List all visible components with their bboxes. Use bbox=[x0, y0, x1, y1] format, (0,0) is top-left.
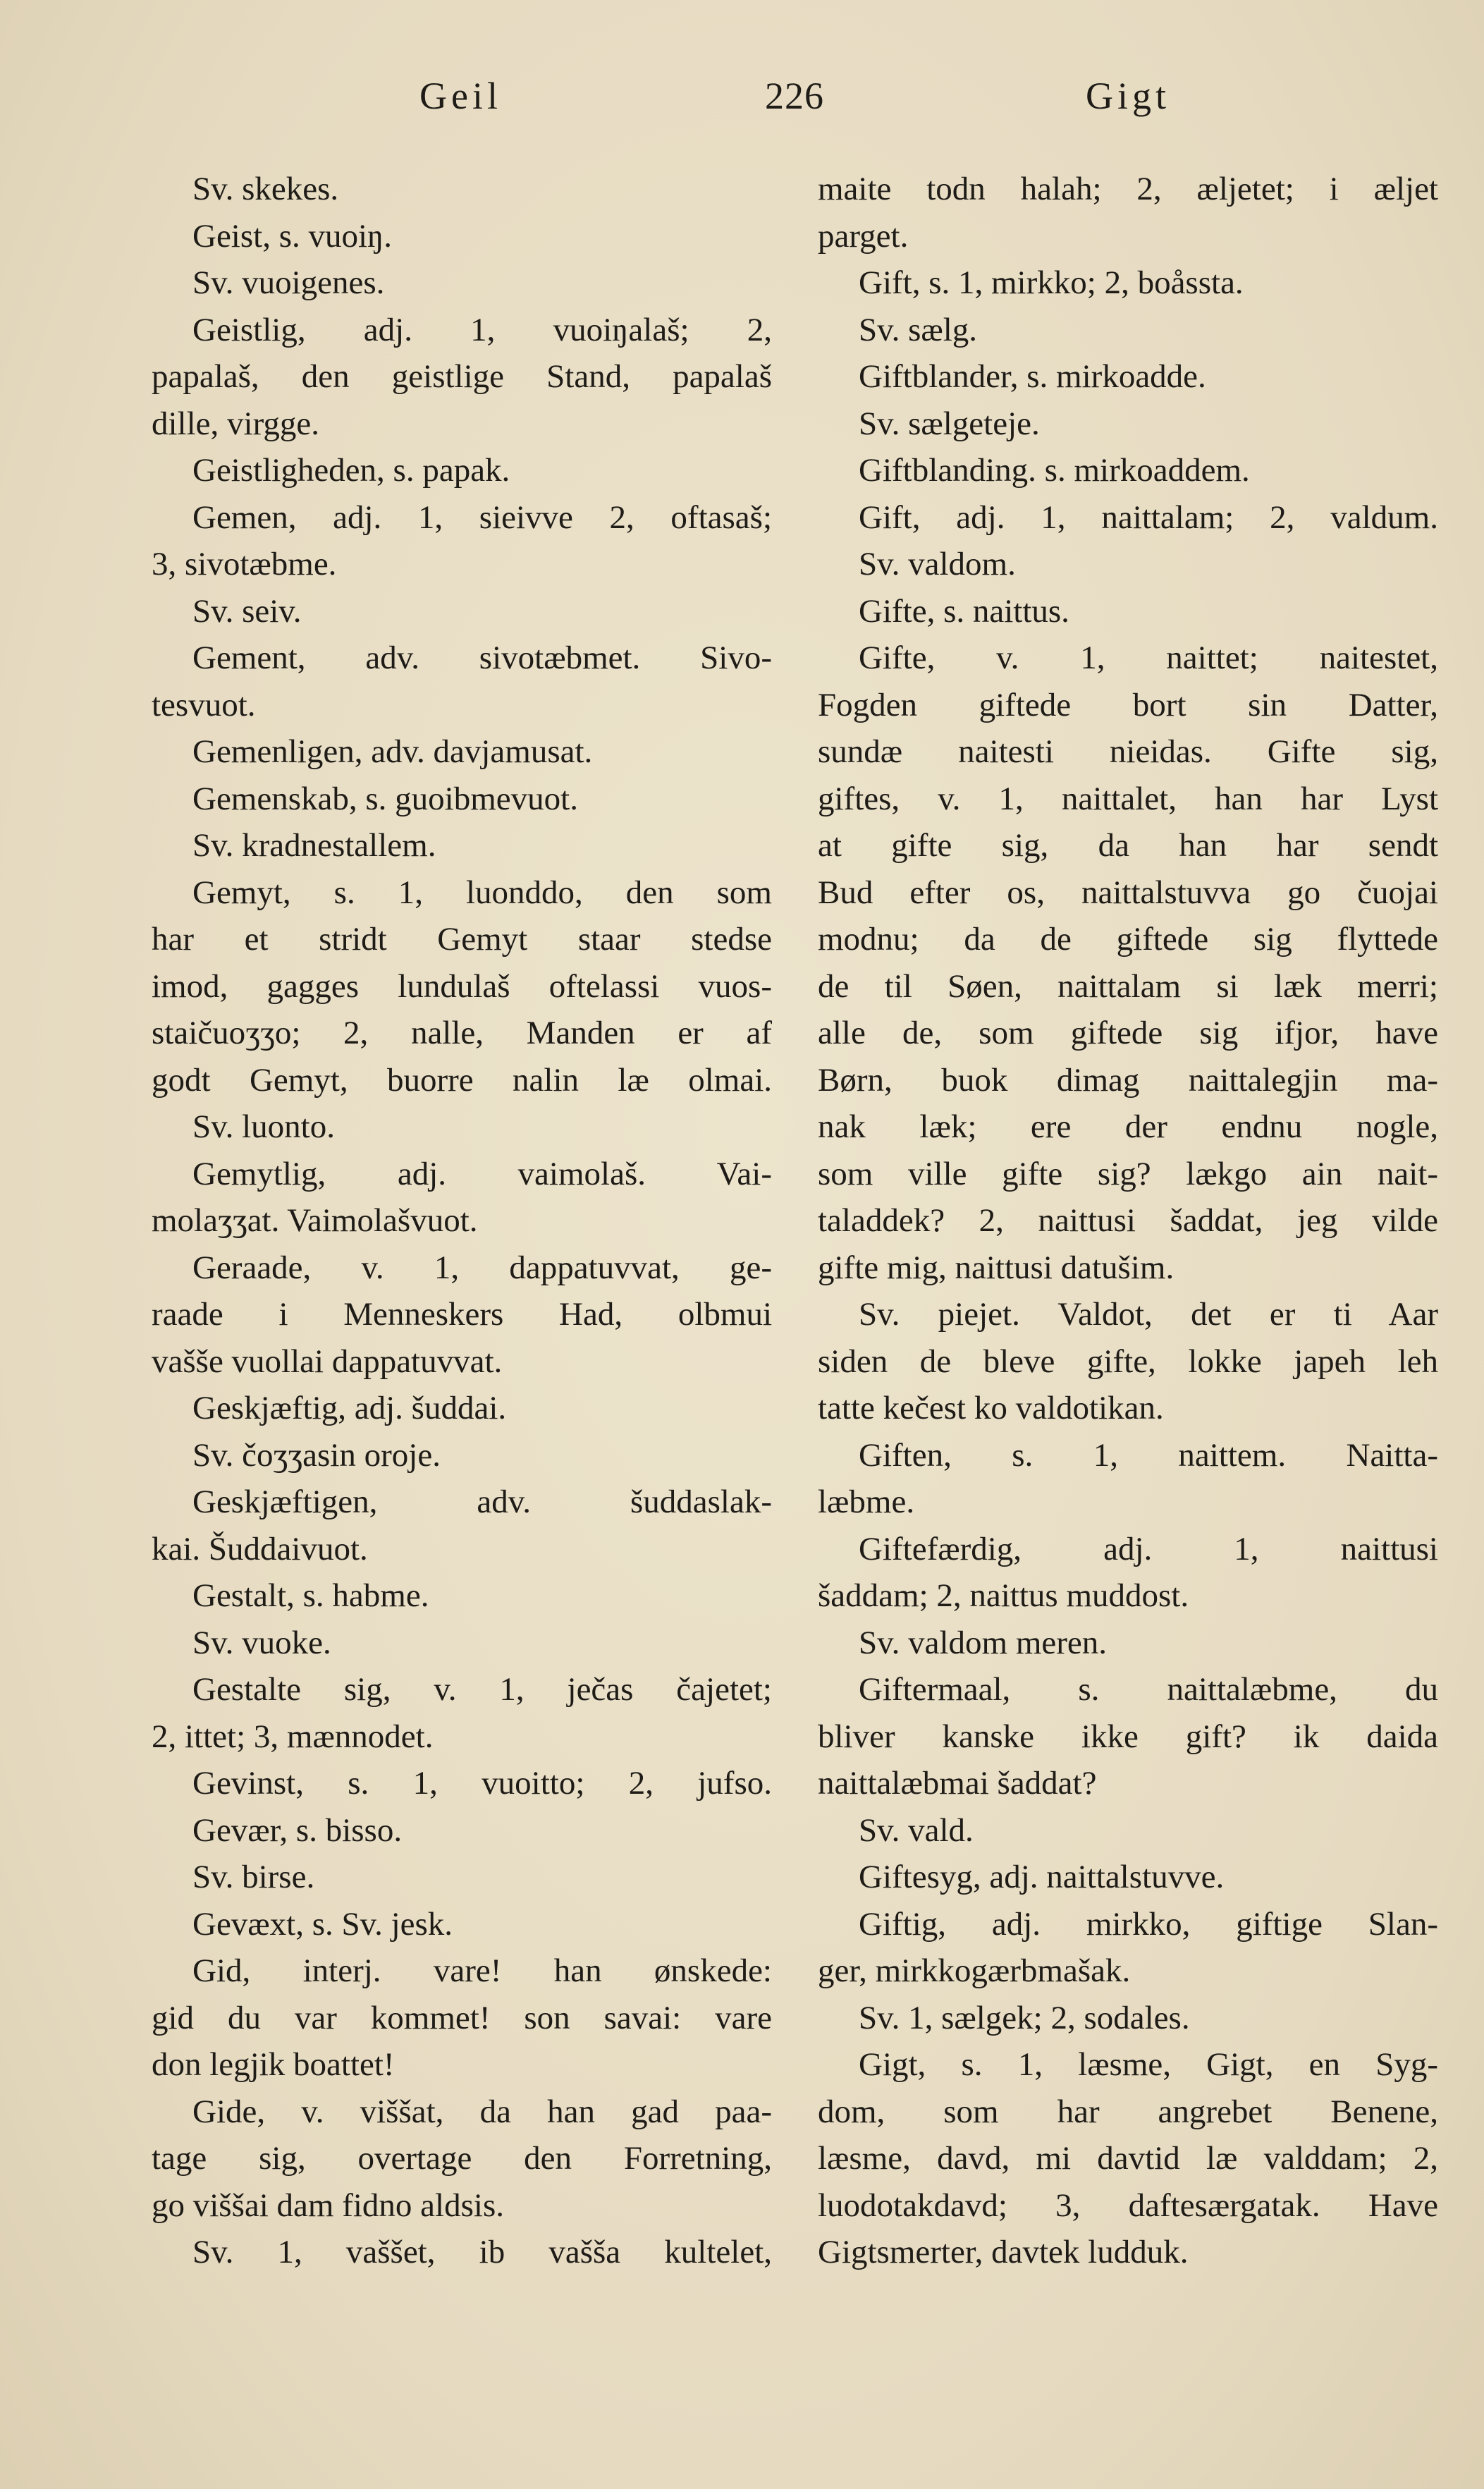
dictionary-line: godt Gemyt, buorre nalin læ olmai. bbox=[152, 1061, 772, 1099]
dictionary-line: Sv. seiv. bbox=[192, 592, 302, 630]
dictionary-line: de til Søen, naittalam si læk merri; bbox=[818, 967, 1438, 1005]
header-left-word: Geil bbox=[419, 75, 502, 117]
dictionary-line: læbme. bbox=[818, 1484, 915, 1520]
dictionary-line: ger, mirkkogærbmašak. bbox=[818, 1952, 1131, 1989]
dictionary-line: Gemytlig, adj. vaimolaš. Vai- bbox=[192, 1155, 772, 1192]
dictionary-line: Sv. luonto. bbox=[192, 1108, 335, 1145]
dictionary-line: Gift, adj. 1, naittalam; 2, valdum. bbox=[859, 499, 1438, 536]
dictionary-line: Sv. vald. bbox=[859, 1811, 974, 1849]
right-column bbox=[818, 166, 1438, 2276]
dictionary-line: har et stridt Gemyt staar stedse bbox=[152, 921, 772, 958]
dictionary-line: Gestalte sig, v. 1, ječas čajetet; bbox=[192, 1671, 772, 1708]
dictionary-line: Geist, s. vuoiŋ. bbox=[192, 217, 393, 255]
dictionary-line: Fogden giftede bort sin Datter, bbox=[818, 686, 1438, 723]
dictionary-line: Gift, s. 1, mirkko; 2, boåssta. bbox=[859, 264, 1244, 301]
dictionary-line: Gemen, adj. 1, sieivve 2, oftasaš; bbox=[192, 499, 772, 536]
dictionary-line: Gid, interj. vare! han ønskede: bbox=[192, 1952, 772, 1989]
dictionary-line: nak læk; ere der endnu nogle, bbox=[818, 1108, 1438, 1145]
dictionary-line: Gevæxt, s. Sv. jesk. bbox=[192, 1905, 453, 1943]
running-header bbox=[141, 74, 1424, 130]
page-number: 226 bbox=[765, 75, 824, 117]
dictionary-line: Geskjæftigen, adv. šuddaslak- bbox=[192, 1484, 772, 1520]
dictionary-line: gid du var kommet! son savai: vare bbox=[152, 1999, 772, 2036]
dictionary-line: Sv. sælgeteje. bbox=[859, 405, 1040, 442]
dictionary-line: Gestalt, s. habme. bbox=[192, 1577, 429, 1614]
dictionary-line: sundæ naitesti nieidas. Gifte sig, bbox=[818, 733, 1438, 770]
dictionary-line: Bud efter os, naittalstuvva go čuojai bbox=[818, 874, 1438, 911]
dictionary-line: modnu; da de giftede sig flyttede bbox=[818, 921, 1438, 958]
dictionary-line: bliver kanske ikke gift? ik daida bbox=[818, 1718, 1438, 1755]
dictionary-line: luodotakdavd; 3, daftesærgatak. Have bbox=[818, 2187, 1438, 2224]
dictionary-line: Gement, adv. sivotæbmet. Sivo- bbox=[192, 640, 772, 676]
dictionary-line: Sv. valdom. bbox=[859, 546, 1016, 582]
dictionary-line: kai. Šuddaivuot. bbox=[152, 1530, 368, 1567]
dictionary-line: Gigt, s. 1, læsme, Gigt, en Syg- bbox=[859, 2046, 1438, 2083]
dictionary-line: Sv. kradnestallem. bbox=[192, 827, 436, 864]
dictionary-line: Giften, s. 1, naittem. Naitta- bbox=[859, 1436, 1438, 1474]
header-right-word: Gigt bbox=[1086, 75, 1171, 117]
dictionary-line: tesvuot. bbox=[152, 686, 256, 723]
dictionary-line: som ville gifte sig? lækgo ain nait- bbox=[818, 1155, 1438, 1192]
dictionary-line: tatte kečest ko valdotikan. bbox=[818, 1390, 1164, 1426]
dictionary-line: Sv. skekes. bbox=[192, 171, 339, 207]
dictionary-line: Giftesyg, adj. naittalstuvve. bbox=[859, 1859, 1225, 1895]
dictionary-line: staičuoʒʒo; 2, nalle, Manden er af bbox=[152, 1015, 772, 1051]
dictionary-line: Sv. birse. bbox=[192, 1859, 315, 1895]
dictionary-line: Sv. piejet. Valdot, det er ti Aar bbox=[859, 1296, 1438, 1333]
dictionary-line: Sv. čoʒʒasin oroje. bbox=[192, 1436, 441, 1474]
dictionary-line: papalaš, den geistlige Stand, papalaš bbox=[152, 358, 772, 395]
dictionary-line: naittalæbmai šaddat? bbox=[818, 1765, 1097, 1802]
dictionary-line: Giftig, adj. mirkko, giftige Slan- bbox=[859, 1905, 1438, 1943]
dictionary-line: Giftefærdig, adj. 1, naittusi bbox=[859, 1530, 1438, 1567]
dictionary-line: parget. bbox=[818, 217, 909, 255]
dictionary-line: taladdek? 2, naittusi šaddat, jeg vilde bbox=[818, 1202, 1438, 1239]
dictionary-line: imod, gagges lundulaš oftelassi vuos- bbox=[152, 967, 772, 1005]
dictionary-line: raade i Menneskers Had, olbmui bbox=[152, 1296, 772, 1333]
dictionary-line: gifte mig, naittusi datušim. bbox=[818, 1249, 1175, 1286]
dictionary-line: Gifte, s. naittus. bbox=[859, 592, 1069, 630]
dictionary-line: Gevinst, s. 1, vuoitto; 2, jufso. bbox=[192, 1765, 772, 1802]
dictionary-line: Gevær, s. bisso. bbox=[192, 1811, 403, 1849]
dictionary-line: alle de, som giftede sig ifjor, have bbox=[818, 1015, 1438, 1051]
dictionary-line: Sv. vuoke. bbox=[192, 1624, 331, 1661]
dictionary-line: 3, sivotæbme. bbox=[152, 546, 337, 582]
dictionary-line: don legjik boattet! bbox=[152, 2046, 395, 2083]
dictionary-line: Sv. vuoigenes. bbox=[192, 264, 385, 301]
dictionary-line: Giftblanding. s. mirkoaddem. bbox=[859, 452, 1250, 489]
dictionary-line: 2, ittet; 3, mænnodet. bbox=[152, 1718, 434, 1755]
dictionary-line: go viššai dam fidno aldsis. bbox=[152, 2187, 504, 2224]
dictionary-line: šaddam; 2, naittus muddost. bbox=[818, 1577, 1189, 1614]
dictionary-line: giftes, v. 1, naittalet, han har Lyst bbox=[818, 780, 1438, 817]
dictionary-line: Geistlig, adj. 1, vuoiŋalaš; 2, bbox=[192, 311, 772, 348]
dictionary-line: Gigtsmerter, davtek ludduk. bbox=[818, 2234, 1189, 2270]
dictionary-line: Gemenskab, s. guoibmevuot. bbox=[192, 780, 578, 817]
dictionary-line: dom, som har angrebet Benene, bbox=[818, 2093, 1438, 2130]
dictionary-line: læsme, davd, mi davtid læ valddam; 2, bbox=[818, 2140, 1438, 2177]
dictionary-line: Giftblander, s. mirkoadde. bbox=[859, 358, 1206, 395]
dictionary-line: vašše vuollai dappatuvvat. bbox=[152, 1343, 503, 1380]
dictionary-line: Gemenligen, adv. davjamusat. bbox=[192, 733, 593, 770]
dictionary-line: Gemyt, s. 1, luonddo, den som bbox=[192, 874, 772, 911]
dictionary-line: Sv. 1, sælgek; 2, sodales. bbox=[859, 1999, 1190, 2036]
dictionary-line: Gifte, v. 1, naittet; naitestet, bbox=[859, 640, 1438, 676]
dictionary-line: Sv. 1, vaššet, ib vašša kultelet, bbox=[192, 2234, 772, 2270]
dictionary-line: Gide, v. viššat, da han gad paa- bbox=[192, 2093, 772, 2130]
dictionary-line: siden de bleve gifte, lokke japeh leh bbox=[818, 1343, 1438, 1380]
dictionary-line: Sv. sælg. bbox=[859, 311, 978, 348]
dictionary-line: Sv. valdom meren. bbox=[859, 1624, 1107, 1661]
dictionary-line: Børn, buok dimag naittalegjin ma- bbox=[818, 1061, 1438, 1099]
dictionary-line: Giftermaal, s. naittalæbme, du bbox=[859, 1671, 1438, 1708]
dictionary-line: Geskjæftig, adj. šuddai. bbox=[192, 1390, 507, 1426]
dictionary-line: molaʒʒat. Vaimolašvuot. bbox=[152, 1202, 478, 1239]
dictionary-line: Geistligheden, s. papak. bbox=[192, 452, 510, 489]
dictionary-line: tage sig, overtage den Forretning, bbox=[152, 2140, 772, 2177]
dictionary-line: at gifte sig, da han har sendt bbox=[818, 827, 1438, 864]
dictionary-line: Geraade, v. 1, dappatuvvat, ge- bbox=[192, 1249, 772, 1286]
dictionary-line: maite todn halah; 2, æljetet; i æljet bbox=[818, 171, 1438, 207]
dictionary-line: dille, virgge. bbox=[152, 405, 320, 442]
left-column bbox=[152, 166, 772, 2276]
